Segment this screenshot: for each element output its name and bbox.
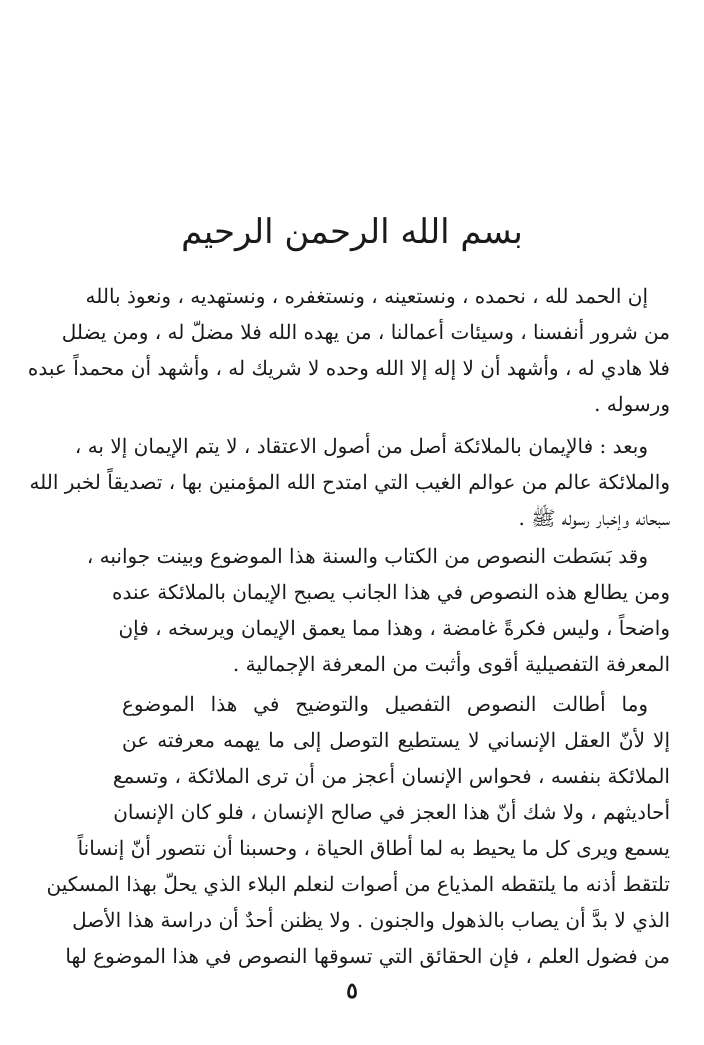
text-line: أحاديثهم ، ولا شك أنّ هذا العجز في صالح الإنسان ، فلو كان الإنسان — [113, 800, 670, 824]
text-line: المعرفة التفصيلية أقوى وأثبت من المعرفة الإجمالية . — [232, 652, 670, 676]
paragraph-1 — [27, 278, 670, 422]
text-line: والملائكة عالم من عوالم الغيب التي امتدح الله المؤمنين بها ، تصديقاً لخبر الله — [29, 470, 670, 494]
paragraph-4 — [46, 686, 670, 974]
text-line: وما أطالت النصوص التفصيل والتوضيح في هذا الموضوع — [122, 692, 648, 716]
text-line: ومن يطالع هذه النصوص في هذا الجانب يصبح الإيمان بالملائكة عنده — [112, 580, 670, 604]
text-line: ورسوله . — [594, 392, 670, 416]
paragraph-2 — [29, 428, 670, 536]
text-line: واضحاً ، وليس فكرةً غامضة ، وهذا مما يعمق الإيمان ويرسخه ، فإن — [118, 616, 670, 640]
text-line: يسمع ويرى كل ما يحيط به لما أطاق الحياة ، وحسبنا أن نتصور أنّ إنساناً — [77, 836, 670, 860]
text-line: إن الحمد لله ، نحمده ، ونستعينه ، ونستغفره ، ونستهديه ، ونعوذ بالله — [85, 284, 648, 308]
page-number: ٥ — [346, 978, 358, 1004]
text-line: من شرور أنفسنا ، وسيئات أعمالنا ، من يهده الله فلا مضلّ له ، ومن يضلل — [61, 320, 670, 344]
text-line: تلتقط أذنه ما يلتقطه المذياع من أصوات لنعلم البلاء الذي يحلّ بهذا المسكين — [46, 872, 670, 896]
basmala-heading: بسم الله الرحمن الرحيم — [181, 212, 523, 252]
text-line: وقد بَسَطت النصوص من الكتاب والسنة هذا الموضوع وبينت جوانبه ، — [86, 544, 648, 568]
text-line: سبحانه وإخبار رسوله ﷺ . — [518, 506, 670, 530]
text-line: إلا لأنّ العقل الإنساني لا يستطيع التوصل إلى ما يهمه معرفته عن — [122, 728, 670, 752]
text-line: الذي لا بدَّ أن يصاب بالذهول والجنون . ولا يظنن أحدٌ أن دراسة هذا الأصل — [72, 908, 670, 932]
text-line: فلا هادي له ، وأشهد أن لا إله إلا الله وحده لا شريك له ، وأشهد أن محمداً عبده — [27, 356, 670, 380]
text-line: وبعد : فالإيمان بالملائكة أصل من أصول الاعتقاد ، لا يتم الإيمان إلا به ، — [74, 434, 648, 458]
text-line: الملائكة بنفسه ، فحواس الإنسان أعجز من أن ترى الملائكة ، وتسمع — [112, 764, 670, 788]
paragraph-3 — [86, 538, 670, 682]
text-line: من فضول العلم ، فإن الحقائق التي تسوقها النصوص في هذا الموضوع لها — [65, 944, 670, 968]
